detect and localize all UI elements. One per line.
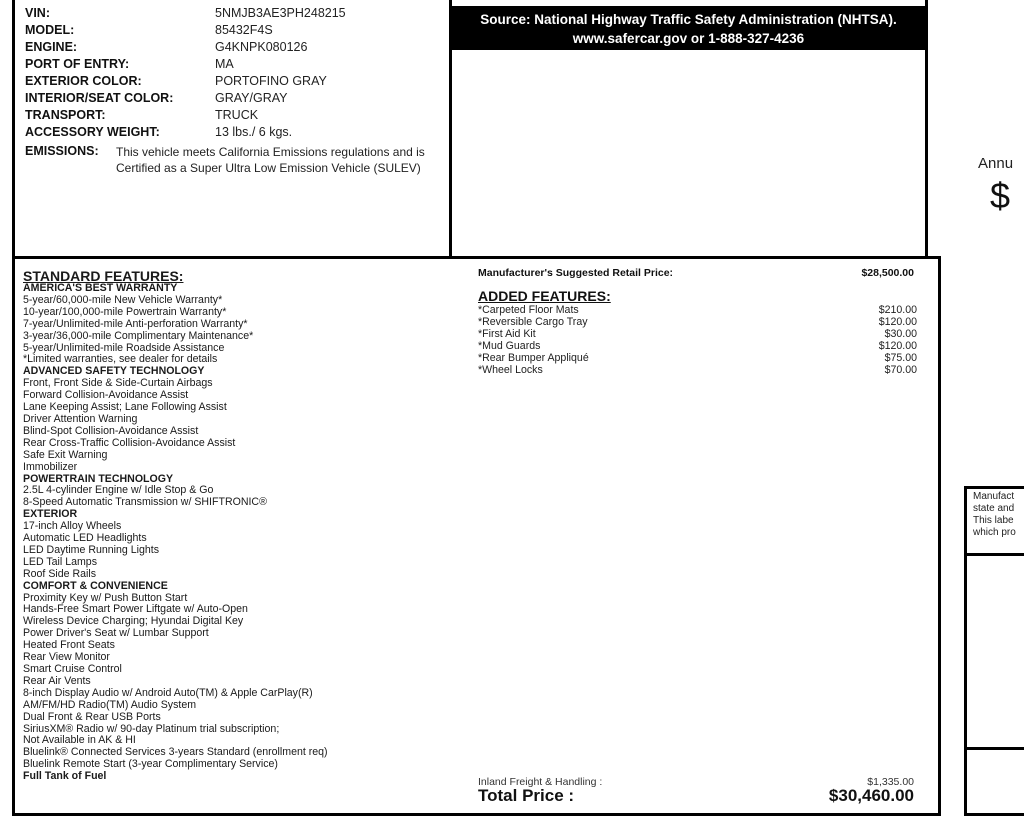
info-label: VIN: xyxy=(25,6,50,20)
feature-item: Blind-Spot Collision-Avoidance Assist xyxy=(23,424,199,437)
added-feature-name: *First Aid Kit xyxy=(478,327,536,340)
feature-item: Immobilizer xyxy=(23,460,78,473)
feature-item: Smart Cruise Control xyxy=(23,663,122,675)
manufacturer-notice-line: Manufact xyxy=(973,491,1015,502)
added-feature-price: $120.00 xyxy=(878,315,917,328)
added-feature-price: $120.00 xyxy=(878,339,917,352)
added-features-title: ADDED FEATURES: xyxy=(478,288,611,304)
manufacturer-notice-line: This labe xyxy=(973,515,1014,526)
feature-category: EXTERIOR xyxy=(23,508,78,521)
nhtsa-source-banner xyxy=(452,6,925,50)
divider xyxy=(967,747,1024,750)
manufacturer-notice-panel xyxy=(964,486,1024,816)
feature-item: LED Daytime Running Lights xyxy=(23,543,160,556)
emissions-label: EMISSIONS: xyxy=(25,144,99,158)
standard-features-list xyxy=(23,269,473,783)
feature-item: LED Tail Lamps xyxy=(23,555,97,568)
feature-item: Rear Air Vents xyxy=(23,674,91,687)
vehicle-info-panel xyxy=(12,0,453,259)
info-value: PORTOFINO GRAY xyxy=(215,74,327,88)
added-feature-price: $75.00 xyxy=(884,351,917,364)
manufacturer-notice-line: state and xyxy=(973,503,1015,514)
info-value: 85432F4S xyxy=(215,23,273,37)
feature-item: 10-year/100,000-mile Powertrain Warranty* xyxy=(23,305,227,318)
nhtsa-contact-line: www.safercar.gov or 1-888-327-4236 xyxy=(572,31,805,46)
added-feature-row xyxy=(478,317,917,329)
feature-item: Heated Front Seats xyxy=(23,639,115,652)
added-feature-name: *Rear Bumper Appliqué xyxy=(478,351,589,364)
feature-item: 7-year/Unlimited-mile Anti-perforation Warranty* xyxy=(23,317,248,330)
feature-item: Automatic LED Headlights xyxy=(23,532,147,545)
divider xyxy=(967,553,1024,556)
msrp-label: Manufacturer's Suggested Retail Price: xyxy=(478,267,674,279)
info-label: PORT OF ENTRY: xyxy=(25,57,130,71)
added-features-list xyxy=(478,305,917,376)
feature-category: AMERICA'S BEST WARRANTY xyxy=(23,282,178,294)
feature-item: 5-year/60,000-mile New Vehicle Warranty* xyxy=(23,293,223,306)
info-label: TRANSPORT: xyxy=(25,108,106,122)
feature-category: POWERTRAIN TECHNOLOGY xyxy=(23,472,174,485)
added-feature-name: *Mud Guards xyxy=(478,339,541,352)
info-label: ENGINE: xyxy=(25,40,78,54)
standard-features-footer: Full Tank of Fuel xyxy=(23,770,107,783)
info-value: 5NMJB3AE3PH248215 xyxy=(215,6,346,20)
info-value: MA xyxy=(215,57,234,71)
feature-item: Dual Front & Rear USB Ports xyxy=(23,710,161,723)
feature-item: Bluelink® Connected Services 3-years Standard (enrollment req) xyxy=(23,746,328,759)
feature-item: 8-Speed Automatic Transmission w/ SHIFTRONIC® xyxy=(23,496,267,509)
annual-fuel-cost-label: Annu xyxy=(978,155,1014,172)
feature-item: Bluelink Remote Start (3-year Complimentary Service) xyxy=(23,758,278,771)
feature-item: 3-year/36,000-mile Complimentary Maintenance* xyxy=(23,329,254,342)
feature-item: SiriusXM® Radio w/ 90-day Platinum trial subscription; xyxy=(23,722,280,735)
msrp-value: $28,500.00 xyxy=(861,267,914,279)
added-feature-name: *Carpeted Floor Mats xyxy=(478,304,579,316)
feature-item: 17-inch Alloy Wheels xyxy=(23,520,122,533)
info-label: ACCESSORY WEIGHT: xyxy=(25,125,160,139)
freight-label: Inland Freight & Handling : xyxy=(478,776,603,788)
annual-fuel-cost-dollar: $ xyxy=(990,175,1011,216)
manufacturer-notice-line: which pro xyxy=(973,527,1016,538)
added-feature-row xyxy=(478,353,917,365)
feature-category: COMFORT & CONVENIENCE xyxy=(23,579,168,592)
added-feature-row xyxy=(478,365,917,377)
total-price-value: $30,460.00 xyxy=(828,786,914,805)
feature-item: Rear View Monitor xyxy=(23,651,110,664)
added-feature-price: $210.00 xyxy=(878,304,917,316)
info-value: 13 lbs./ 6 kgs. xyxy=(215,125,293,139)
feature-item: Driver Attention Warning xyxy=(23,412,138,425)
added-feature-name: *Reversible Cargo Tray xyxy=(478,315,588,328)
feature-item: Lane Keeping Assist; Lane Following Assist xyxy=(23,401,227,414)
added-feature-row xyxy=(478,341,917,353)
feature-item: Hands-Free Smart Power Liftgate w/ Auto-Open xyxy=(23,603,248,616)
feature-item: Forward Collision-Avoidance Assist xyxy=(23,389,189,402)
feature-item: 8-inch Display Audio w/ Android Auto(TM) & Apple CarPlay(R) xyxy=(23,686,313,699)
standard-features-title: STANDARD FEATURES: xyxy=(23,268,184,284)
feature-item: Roof Side Rails xyxy=(23,567,97,580)
info-label: INTERIOR/SEAT COLOR: xyxy=(25,91,174,105)
info-label: EXTERIOR COLOR: xyxy=(25,74,142,88)
feature-item: *Limited warranties, see dealer for details xyxy=(23,353,218,366)
info-label: MODEL: xyxy=(25,23,75,37)
features-pricing-panel xyxy=(12,256,941,816)
feature-category: ADVANCED SAFETY TECHNOLOGY xyxy=(23,365,205,378)
added-feature-row xyxy=(478,329,917,341)
feature-item: Not Available in AK & HI xyxy=(23,734,136,747)
freight-value: $1,335.00 xyxy=(867,776,914,788)
feature-item: Wireless Device Charging; Hyundai Digital Key xyxy=(23,615,244,628)
info-value: G4KNPK080126 xyxy=(215,40,308,54)
added-feature-name: *Wheel Locks xyxy=(478,363,543,376)
emissions-text: This vehicle meets California Emissions regulations and is Certified as a Super Ultra Low Emission Vehicle (SULEV) xyxy=(116,145,425,175)
feature-item: Front, Front Side & Side-Curtain Airbags xyxy=(23,377,213,390)
feature-item: Proximity Key w/ Push Button Start xyxy=(23,591,188,604)
feature-item: 5-year/Unlimited-mile Roadside Assistance xyxy=(23,341,225,354)
nhtsa-source-line: Source: National Highway Traffic Safety Administration (NHTSA). xyxy=(480,12,897,27)
info-value: TRUCK xyxy=(215,108,259,122)
feature-item: AM/FM/HD Radio(TM) Audio System xyxy=(23,698,197,711)
feature-item: Rear Cross-Traffic Collision-Avoidance Assist xyxy=(23,436,236,449)
nhtsa-safety-panel xyxy=(449,0,928,259)
total-price-label: Total Price : xyxy=(478,786,575,805)
info-value: GRAY/GRAY xyxy=(215,91,288,105)
feature-item: 2.5L 4-cylinder Engine w/ Idle Stop & Go xyxy=(23,484,214,497)
feature-item: Power Driver's Seat w/ Lumbar Support xyxy=(23,627,209,640)
added-feature-price: $30.00 xyxy=(884,327,917,340)
manufacturer-notice-text xyxy=(973,491,1016,539)
added-feature-price: $70.00 xyxy=(884,363,917,376)
feature-item: Safe Exit Warning xyxy=(23,448,108,461)
